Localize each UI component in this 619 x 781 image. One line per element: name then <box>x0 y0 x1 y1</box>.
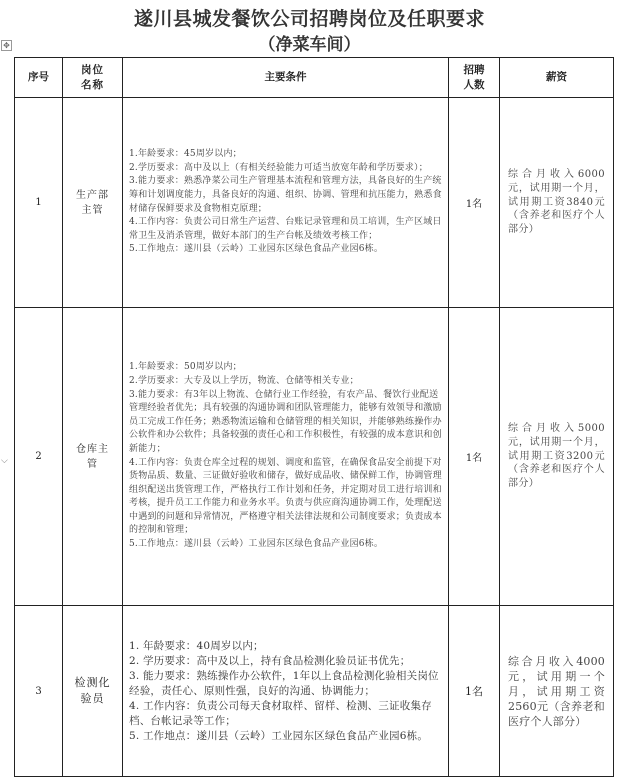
row-requirements: 1.年龄要求：45周岁以内； 2.学历要求：高中及以上（有相关经验能力可适当放宽年龄和学历要求）； 3.能力要求：熟悉净菜公司生产管理基本流程和管理方法，具备良好的生产统筹和计划调度能力，具备良好的沟通、组织、协调、管理和抗压能力，熟悉食材储存保鲜要求及食物相克原理； 4.工作内容：负责公司日常生产运营、台账记录管理和员工培训，生产区域日常卫生及消杀管理，做好本部门的生产台帐及绩效考核工作； 5.工作地点：遂川县（云岭）工业园东区绿色食品产业园6栋。 <box>123 98 449 308</box>
row-position: 仓库主管 <box>63 308 123 606</box>
document-title: 遂川县城发餐饮公司招聘岗位及任职要求 <box>133 8 485 30</box>
row-count: 1名 <box>449 98 500 308</box>
row-no: 3 <box>15 606 63 777</box>
row-no: 1 <box>15 98 63 308</box>
header-requirements: 主要条件 <box>123 58 449 98</box>
row-salary: 综合月收入5000元，试用期一个月，试用期工资3200元（含养老和医疗个人部分） <box>500 308 614 606</box>
header-salary: 薪资 <box>500 58 614 98</box>
row-no: 2 <box>15 308 63 606</box>
row-count: 1名 <box>449 308 500 606</box>
row-position: 检测化验员 <box>63 606 123 777</box>
header-no: 序号 <box>15 58 63 98</box>
row-count: 1名 <box>449 606 500 777</box>
table-row <box>15 606 614 777</box>
table-header-row <box>15 58 614 98</box>
row-salary: 综合月收入4000元，试用期一个月，试用期工资2560元（含养老和医疗个人部分） <box>500 606 614 777</box>
table-row <box>15 308 614 606</box>
document-subtitle: （净菜车间） <box>258 35 361 55</box>
row-requirements: 1. 年龄要求：40周岁以内； 2. 学历要求：高中及以上，持有食品检测化验员证书优先； 3. 能力要求：熟练操作办公软件，1年以上食品检测化验相关岗位经验，责任心、原则性强，良好的沟通、协调能力； 4. 工作内容：负责公司每天食材取样、留样、检测、三证收集存档、台帐记录等工作； 5. 工作地点：遂川县（云岭）工业园东区绿色食品产业园6栋。 <box>123 606 449 777</box>
row-requirements: 1.年龄要求：50周岁以内； 2.学历要求：大专及以上学历，物流、仓储等相关专业； 3.能力要求：有3年以上物流、仓储行业工作经验，有农产品、餐饮行业配送管理经验者优先；具有较强的沟通协调和团队管理能力，能够有效领导和激励员工完成工作任务；熟悉物流运输和仓储管理的相关知识，并能够熟练操作办公软件和办公软件；具备较强的责任心和工作积极性，有较强的成本意识和创新能力； 4.工作内容：负责仓库全过程的规划、调度和监管，在确保食品安全前提下对货物品质、数量、三证做好验收和储存，做好成品收、储保鲜工作，协调管理组织配送出货管理工作，严格执行工作计划和任务，并定期对员工进行培训和考核，提升员工工作能力和业务水平。负责与供应商沟通协调工作，处理配送中遇到的问题和异常情况，严格遵守相关法律法规和公司制度要求；负责成本的控制和管理； 5.工作地点：遂川县（云岭）工业园东区绿色食品产业园6栋。 <box>123 308 449 606</box>
row-salary: 综合月收入6000元，试用期一个月，试用期工资3840元（含养老和医疗个人部分） <box>500 98 614 308</box>
table-move-handle-icon[interactable]: ✥ <box>1 40 12 51</box>
header-position: 岗位名称 <box>63 58 123 98</box>
job-table <box>14 57 614 777</box>
row-position: 生产部主管 <box>63 98 123 308</box>
header-count: 招聘人数 <box>449 58 500 98</box>
chevron-down-icon[interactable]: ⌵ <box>1 456 8 466</box>
table-row <box>15 98 614 308</box>
